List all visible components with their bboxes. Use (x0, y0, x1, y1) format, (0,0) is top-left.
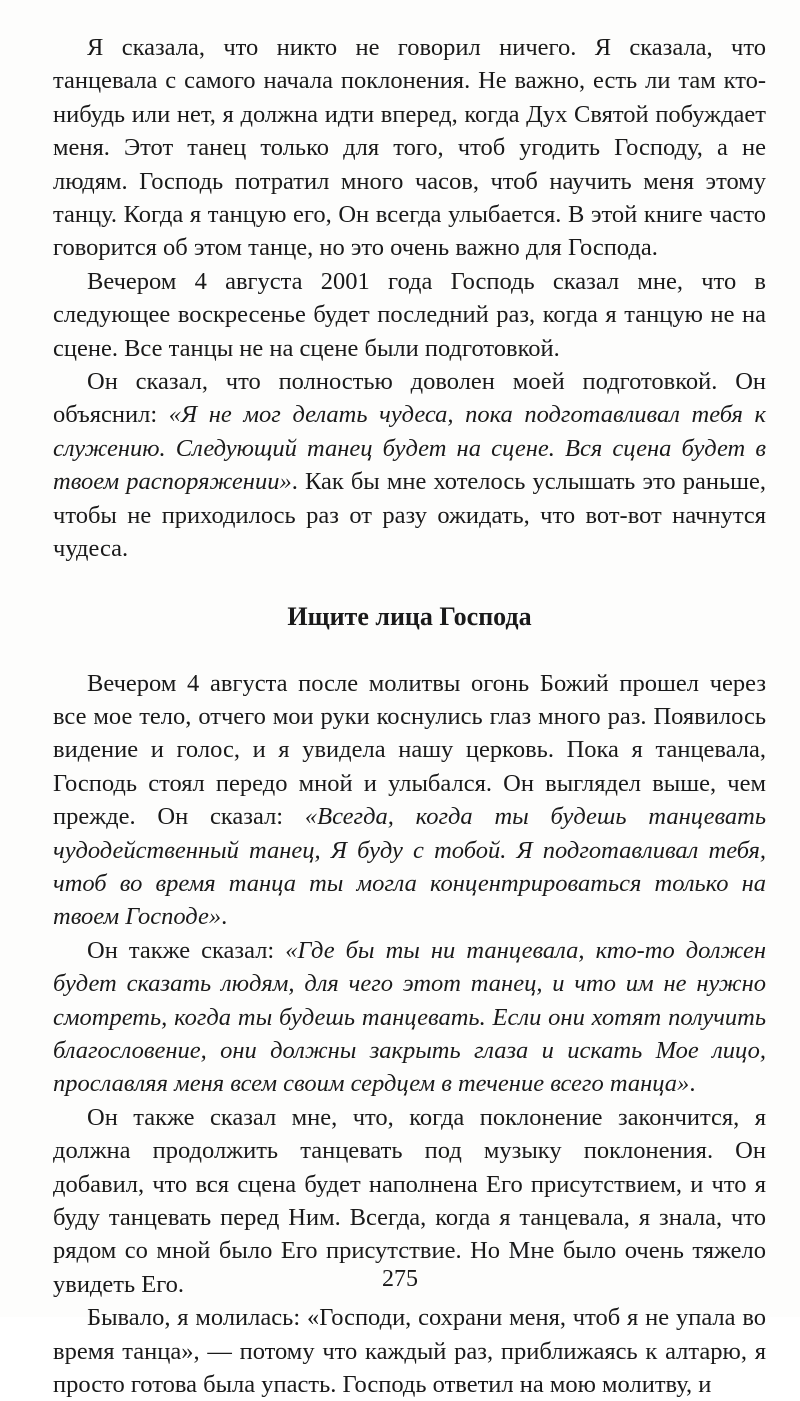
paragraph-3 (53, 365, 766, 565)
paragraph-7 (53, 1301, 766, 1401)
paragraph-2-text: Вечером 4 августа 2001 года Господь сказал мне, что в следующее воскресенье будет последний раз, когда я танцую не на сцене. Все танцы не на сцене были подготовкой. (53, 267, 766, 362)
paragraph-2 (53, 265, 766, 365)
section-heading: Ищите лица Господа (287, 601, 532, 631)
paragraph-5-text-b: . (689, 1070, 696, 1098)
paragraph-3-quote: «Я не мог делать чудеса, пока подготавливал тебя к служению. Следующий танец будет на сцене. Вся сцена будет в твоем распоряжении» (53, 401, 766, 496)
paragraph-6-text: Он также сказал мне, что, когда поклонение закончится, я должна продолжить танцевать под музыку поклонения. Он добавил, что вся сцена будет наполнена Его присутствием, и что я буду танцевать перед Ним. Всегда, когда я танцевала, я знала, что рядом со мной было Его присутствие. Но Мне было очень тяжело увидеть Его. (53, 1103, 766, 1298)
paragraph-4-text-b: . (221, 903, 228, 931)
paragraph-1 (53, 31, 766, 265)
paragraph-7-text: Бывало, я молилась: «Господи, сохрани меня, чтоб я не упала во время танца», — потому что каждый раз, приближаясь к алтарю, я просто готова была упасть. Господь ответил на мою молитву, и (53, 1304, 766, 1399)
paragraph-5 (53, 934, 766, 1101)
paragraph-3-text-a: Он сказал, что полностью доволен моей подготовкой. Он объяснил: (53, 368, 766, 429)
heading-spacer (53, 634, 766, 667)
paragraph-5-quote: «Где бы ты ни танцевала, кто-то должен будет сказать людям, для чего этот танец, и что им не нужно смотреть, когда ты будешь танцевать. Если они хотят получить благословение, они должны закрыть глаза и искать Мое лицо, прославляя меня всем своим сердцем в течение всего танца» (53, 936, 766, 1098)
paragraph-1-text: Я сказала, что никто не говорил ничего. Я сказала, что танцевала с самого начала поклонения. Не важно, есть ли там кто-нибудь или нет, я должна идти вперед, когда Дух Святой побуждает меня. Этот танец только для того, чтоб угодить Господу, а не людям. Господь потратил много часов, чтоб научить меня этому танцу. Когда я танцую его, Он всегда улыбается. В этой книге часто говорится об этом танце, но это очень важно для Господа. (53, 34, 766, 262)
paragraph-4 (53, 667, 766, 934)
page-number: 275 (382, 1266, 418, 1292)
paragraph-4-quote: «Всегда, когда ты будешь танцевать чудодейственный танец, Я буду с тобой. Я подготавливал тебя, чтоб во время танца ты могла концентрироваться только на твоем Господе» (53, 803, 767, 931)
paragraph-3-text-b: . Как бы мне хотелось услышать это раньше, чтобы не приходилось раз от разу ожидать, что вот-вот начнутся чудеса. (53, 468, 766, 563)
paragraph-5-text-a: Он также сказал: (87, 936, 286, 964)
paragraph-4-text-a: Вечером 4 августа после молитвы огонь Божий прошел через все мое тело, отчего мои руки коснулись глаз много раз. Появилось видение и голос, и я увидела нашу церковь. Пока я танцевала, Господь стоял передо мной и улыбался. Он выглядел выше, чем прежде. Он сказал: (53, 669, 766, 831)
